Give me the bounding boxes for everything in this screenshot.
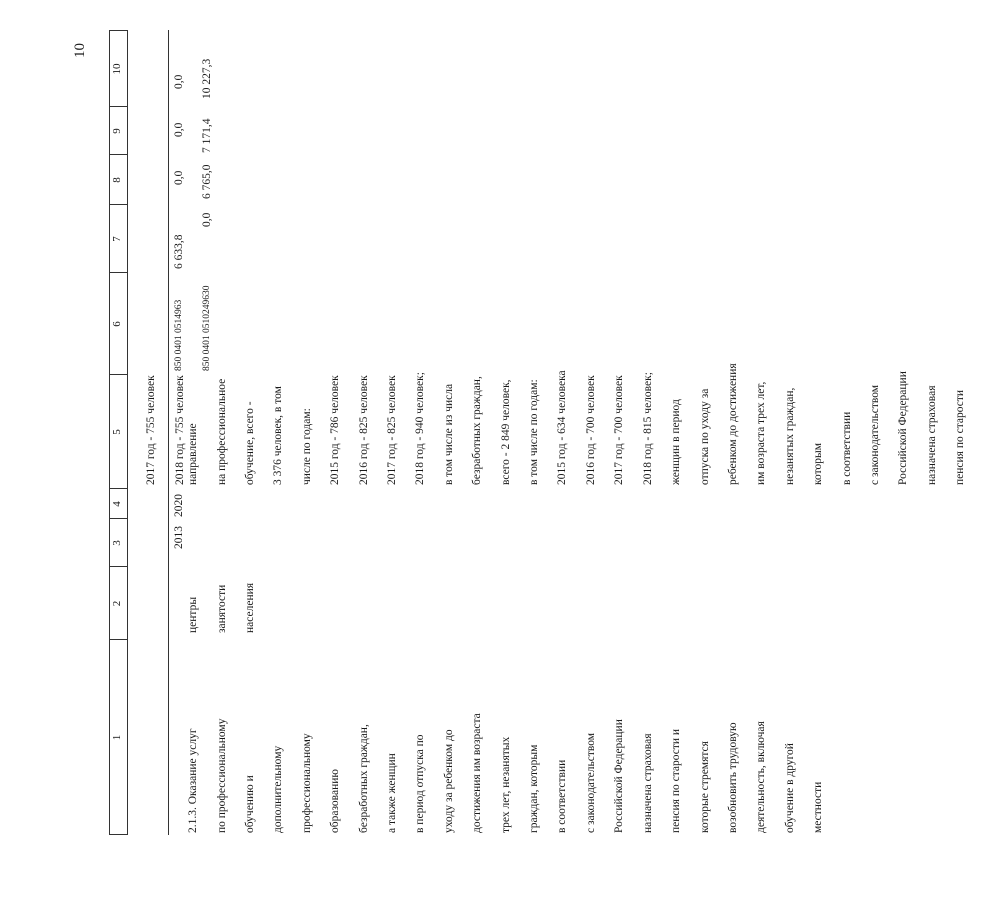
col5-line: обучение, всего -	[244, 401, 257, 485]
col5-top-line: 2018 год - 755 человек	[173, 375, 186, 485]
row1-value-8: 0,0	[173, 170, 185, 185]
row2-value-9: 7 171,4	[201, 118, 213, 153]
row1-value-9: 0,0	[173, 122, 185, 137]
header-top-line	[109, 30, 110, 835]
col1-line: граждан, которым	[528, 744, 541, 833]
col5-line: 2016 год - 825 человек	[357, 375, 370, 485]
row2-value-7: 0,0	[201, 212, 213, 227]
row1-value-10: 0,0	[173, 74, 185, 89]
row-divider	[168, 30, 169, 835]
col5-line: всего - 2 849 человек,	[499, 379, 512, 485]
col5-line: 2017 год - 700 человек	[613, 375, 626, 485]
col5-line: 2018 год - 815 человек;	[641, 372, 654, 485]
col1-line: деятельность, включая	[755, 721, 768, 833]
row1-budget-code: 850 0401 0514963	[174, 299, 184, 371]
row2-budget-code: 850 0401 0510249630	[202, 285, 212, 371]
col1-line: Российской Федерации	[613, 719, 626, 833]
col5-top-line: 2017 год - 755 человек	[145, 375, 158, 485]
header-col-6: 6	[111, 321, 123, 327]
col5-line: назначена страховая	[925, 385, 938, 485]
col1-line: в соответствии	[556, 759, 569, 833]
col1-line: в период отпуска по	[414, 734, 427, 833]
header-col-9: 9	[111, 128, 123, 134]
col5-line: 3 376 человек, в том	[272, 386, 285, 485]
col5-line: которым	[812, 443, 825, 485]
header-col-10: 10	[111, 63, 123, 75]
col1-line: которые стремятся	[698, 741, 711, 833]
col5-line: им возраста трех лет,	[755, 381, 768, 485]
col1-line: возобновить трудовую	[726, 722, 739, 833]
header-col-2: 2	[111, 600, 123, 607]
col1-line: достижения им возраста	[471, 713, 484, 833]
col5-line: 2017 год - 825 человек	[386, 375, 399, 485]
col5-result	[172, 363, 982, 485]
col1-line: трех лет, незанятых	[499, 736, 512, 833]
col1-description	[172, 643, 840, 833]
row2-value-10: 10 227,3	[201, 58, 213, 99]
col5-line: отпуска по уходу за	[698, 388, 711, 485]
col5-line: направление	[187, 423, 200, 485]
col1-line: местности	[812, 781, 825, 833]
header-col-3: 3	[111, 540, 123, 546]
col1-line: уходу за ребенком до	[442, 729, 455, 833]
col5-line: женщин в период	[670, 399, 683, 485]
col1-line: пенсия по старости и	[670, 728, 683, 833]
row1-value-7: 6 633,8	[173, 234, 185, 269]
header-col-8: 8	[111, 177, 123, 183]
header-col-4: 4	[111, 501, 123, 507]
col5-line: в соответствии	[840, 411, 853, 485]
col1-line: обучению и	[244, 775, 257, 833]
col2-line: центры	[187, 596, 200, 633]
col5-line: пенсия по старости	[954, 389, 967, 485]
col1-line: по профессиональному	[215, 718, 228, 833]
col2-line: населения	[244, 582, 257, 633]
header-col-1: 1	[111, 734, 123, 741]
col5-line: 2016 год - 700 человек	[584, 375, 597, 485]
header-col-5: 5	[111, 429, 123, 435]
col1-line: образованию	[329, 769, 342, 833]
col5-line: с законодательством	[868, 384, 881, 485]
header-col-7: 7	[111, 236, 123, 242]
col1-line: безработных граждан,	[357, 724, 370, 833]
col5-line: в том числе по годам:	[528, 379, 541, 485]
col1-line: профессиональному	[300, 733, 313, 833]
col5-line: на профессиональное	[215, 378, 228, 485]
col1-line: обучение в другой	[783, 743, 796, 833]
col5-line: Российской Федерации	[897, 371, 910, 485]
col1-line: с законодательством	[584, 732, 597, 833]
col5-line: числе по годам:	[300, 408, 313, 485]
col5-line: 2015 год - 634 человека	[556, 370, 569, 485]
col5-line: 2015 год - 786 человек	[329, 375, 342, 485]
col2-line: занятости	[215, 584, 228, 633]
col1-line: дополнительному	[272, 745, 285, 833]
col2-executor	[172, 569, 271, 633]
col4-end-year: 2020	[173, 494, 185, 517]
col3-start-year: 2013	[173, 526, 185, 549]
col5-line: 2018 год - 940 человек;	[414, 372, 427, 485]
col5-line: незанятых граждан,	[783, 387, 796, 485]
col5-line: ребенком до достижения	[726, 363, 739, 485]
col5-line: в том числе из числа	[442, 383, 455, 485]
col1-line: 2.1.3. Оказание услуг	[187, 728, 200, 833]
col1-line: а также женщин	[386, 753, 399, 833]
page-number: 10	[72, 43, 88, 58]
col1-line: назначена страховая	[641, 733, 654, 833]
header-bottom-line	[127, 30, 128, 835]
col5-line: безработных граждан,	[471, 376, 484, 485]
row2-value-8: 6 765,0	[201, 164, 213, 199]
